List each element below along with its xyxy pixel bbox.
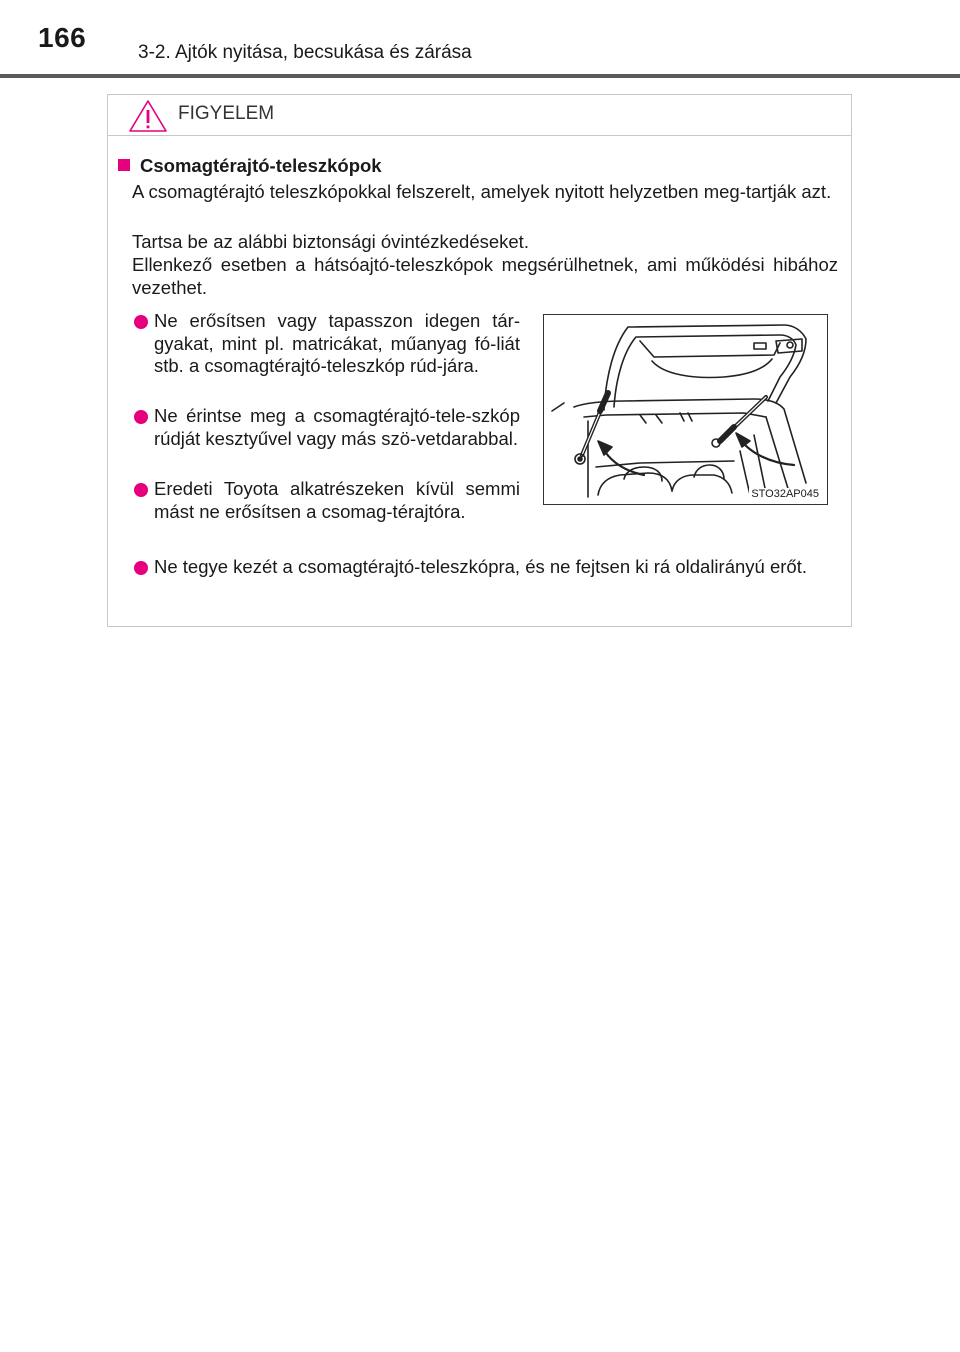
bullet-dot-icon bbox=[134, 561, 148, 575]
tailgate-drawing bbox=[544, 315, 826, 503]
bullet-item: Ne erősítsen vagy tapasszon idegen tár-gyakat, mint pl. matricákat, műanyag fó-liát stb. a csomagtérajtó-teleszkóp rúd-jára. bbox=[154, 310, 520, 376]
bullet-dot-icon bbox=[134, 315, 148, 329]
header-rule bbox=[0, 74, 960, 78]
paragraph-2-line-2: Ellenkező esetben a hátsóajtó-teleszkópok megsérülhetnek, ami működési hibához vezethet. bbox=[132, 254, 838, 298]
bullet-item: Eredeti Toyota alkatrészeken kívül semmi mást ne erősítsen a csomag-térajtóra. bbox=[154, 478, 520, 522]
section-title: 3-2. Ajtók nyitása, becsukása és zárása bbox=[138, 42, 472, 63]
warning-title: FIGYELEM bbox=[178, 103, 275, 124]
bullet-dot-icon bbox=[134, 483, 148, 497]
page-number: 166 bbox=[38, 22, 87, 53]
bullet-item: Ne tegye kezét a csomagtérajtó-teleszkópra, és ne fejtsen ki rá oldalirányú erőt. bbox=[154, 556, 807, 577]
warning-heading-text: Csomagtérajtó-teleszkópok bbox=[140, 155, 382, 176]
illustration-code: STO32AP045 bbox=[751, 488, 819, 500]
paragraph-2-line-1: Tartsa be az alábbi biztonsági óvintézkedéseket. bbox=[132, 231, 529, 252]
bullet-dot-icon bbox=[134, 410, 148, 424]
warning-header bbox=[108, 95, 851, 136]
bullet-item: Ne érintse meg a csomagtérajtó-tele-szkóp rúdját kesztyűvel vagy más szö-vetdarabbal. bbox=[154, 405, 520, 449]
tailgate-illustration bbox=[543, 314, 828, 505]
warning-triangle-icon bbox=[128, 99, 168, 133]
warning-heading bbox=[118, 155, 382, 177]
square-bullet-icon bbox=[118, 159, 130, 171]
paragraph-1: A csomagtérajtó teleszkópokkal felszerelt, amelyek nyitott helyzetben meg-tartják azt. bbox=[132, 181, 832, 202]
warning-box bbox=[107, 94, 852, 627]
